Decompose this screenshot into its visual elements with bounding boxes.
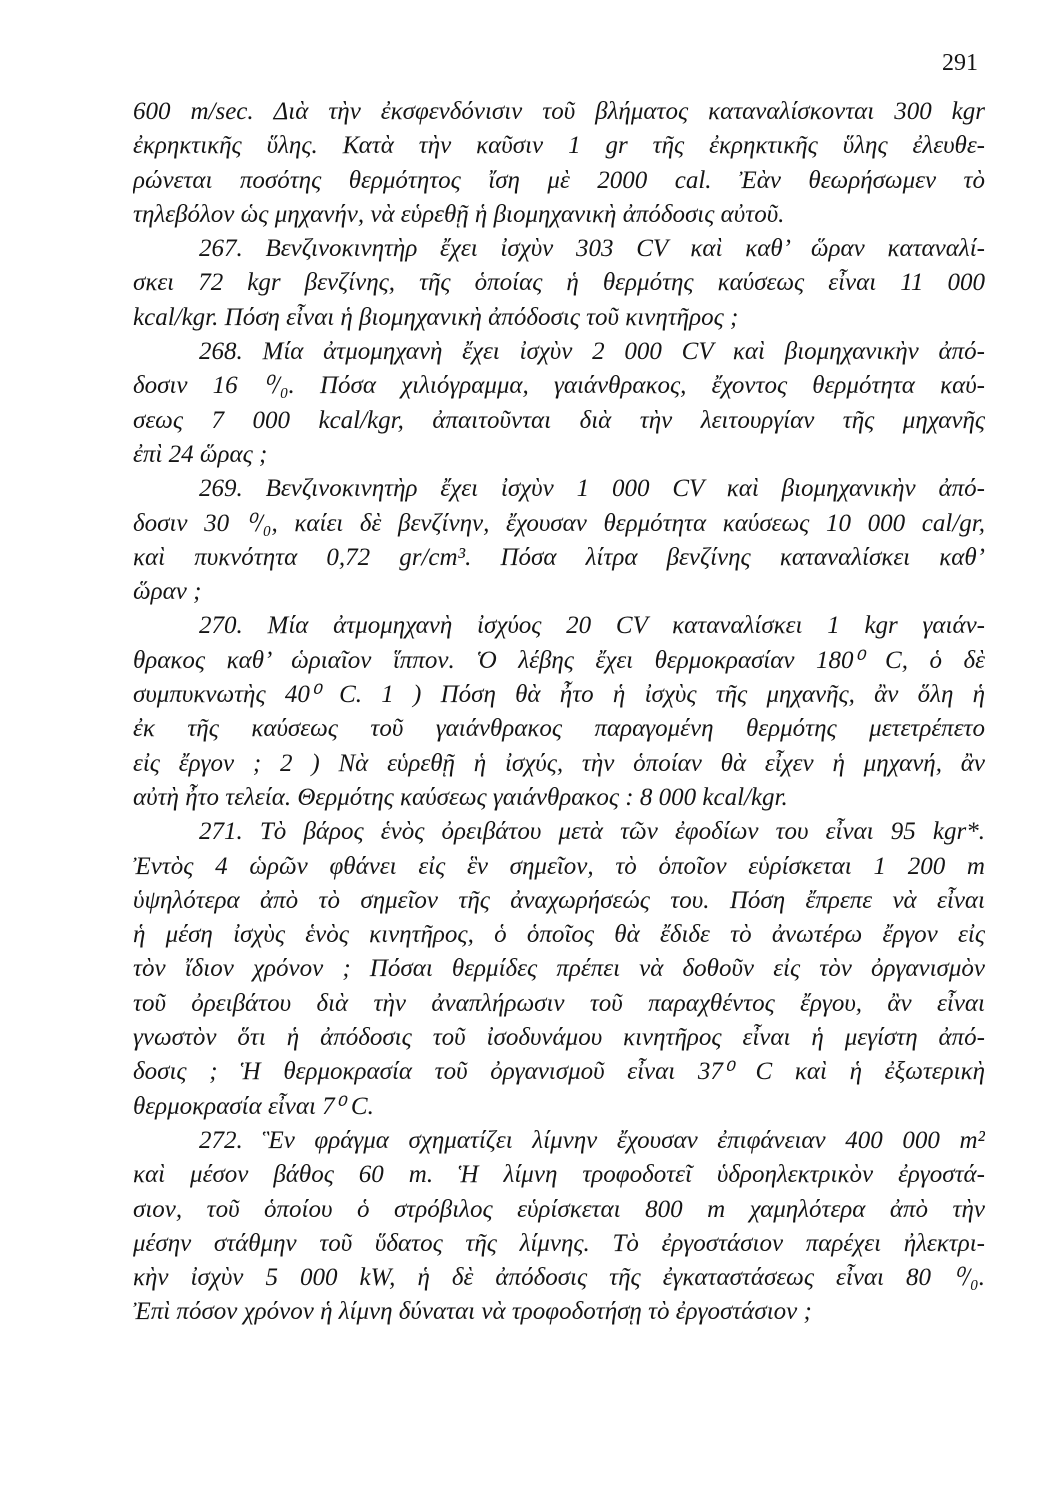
- text-line: εἰς ἔργον ; 2 ) Νὰ εὑρεθῇ ἡ ἰσχύς, τὴν ὁποίαν θὰ εἶχεν ἡ μηχανή, ἂν: [133, 749, 985, 777]
- text-line: ὑψηλότερα ἀπὸ τὸ σημεῖον τῆς ἀναχωρήσεώς του. Πόση ἔπρεπε νὰ εἶναι: [133, 886, 985, 914]
- text-line: δοσιν 16 ⁰/₀. Πόσα χιλιόγραμμα, γαιάνθρακος, ἔχοντος θερμότητα καύ-: [133, 372, 985, 400]
- text-line: καὶ μέσον βάθος 60 m. Ἡ λίμνη τροφοδοτεῖ ὑδροηλεκτρικὸν ἐργοστά-: [133, 1161, 985, 1189]
- text-line: Ἐντὸς 4 ὡρῶν φθάνει εἰς ἓν σημεῖον, τὸ ὁποῖον εὑρίσκεται 1 200 m: [133, 852, 985, 880]
- paragraph-p267: [133, 232, 985, 335]
- text-line: γνωστὸν ὅτι ἡ ἀπόδοσις τοῦ ἰσοδυνάμου κινητῆρος εἶναι ἡ μεγίστη ἀπό-: [133, 1024, 985, 1052]
- text-line: kcal/kgr. Πόση εἶναι ἡ βιομηχανικὴ ἀπόδοσις τοῦ κινητῆρος ;: [133, 303, 739, 331]
- text-line: 269. Βενζινοκινητὴρ ἔχει ἰσχὺν 1 000 CV καὶ βιομηχανικὴν ἀπό-: [199, 475, 985, 503]
- paragraph-p270: [133, 609, 985, 815]
- text-line: ἐκ τῆς καύσεως τοῦ γαιάνθρακος παραγομένη θερμότης μετετρέπετο: [133, 715, 985, 743]
- text-line: 272. Ἓν φράγμα σχηματίζει λίμνην ἔχουσαν ἐπιφάνειαν 400 000 m²: [199, 1126, 985, 1154]
- text-line: αὐτὴ ἦτο τελεία. Θερμότης καύσεως γαιάνθρακος : 8 000 kcal/kgr.: [133, 783, 788, 811]
- paragraph-p272: [133, 1124, 985, 1330]
- text-line: σκει 72 kgr βενζίνης, τῆς ὁποίας ἡ θερμότης καύσεως εἶναι 11 000: [133, 269, 985, 297]
- text-line: σεως 7 000 kcal/kgr, ἀπαιτοῦνται διὰ τὴν λειτουργίαν τῆς μηχανῆς: [133, 406, 985, 434]
- text-line: 600 m/sec. Διὰ τὴν ἐκσφενδόνισιν τοῦ βλήματος καταναλίσκονται 300 kgr: [133, 98, 985, 125]
- paragraph-p269: [133, 472, 985, 609]
- paragraph-intro: [133, 95, 985, 232]
- text-line: τηλεβόλον ὡς μηχανήν, νὰ εὑρεθῇ ἡ βιομηχανικὴ ἀπόδοσις αὐτοῦ.: [133, 200, 785, 228]
- text-line: 271. Τὸ βάρος ἑνὸς ὀρειβάτου μετὰ τῶν ἐφοδίων του εἶναι 95 kgr*.: [199, 818, 985, 846]
- text-line: 267. Βενζινοκινητὴρ ἔχει ἰσχὺν 303 CV καὶ καθ’ ὥραν καταναλί-: [199, 235, 985, 263]
- paragraph-p268: [133, 335, 985, 472]
- text-line: συμπυκνωτὴς 40⁰ C. 1 ) Πόση θὰ ἦτο ἡ ἰσχὺς τῆς μηχανῆς, ἂν ὅλη ἡ: [133, 681, 985, 709]
- text-line: 268. Μία ἀτμομηχανὴ ἔχει ἰσχὺν 2 000 CV καὶ βιομηχανικὴν ἀπό-: [199, 338, 985, 366]
- text-line: 270. Μία ἀτμομηχανὴ ἰσχύος 20 CV καταναλίσκει 1 kgr γαιάν-: [199, 612, 985, 640]
- text-line: ἐπὶ 24 ὥρας ;: [133, 440, 268, 468]
- text-line: ὥραν ;: [133, 578, 202, 606]
- text-line: σιον, τοῦ ὁποίου ὁ στρόβιλος εὑρίσκεται 800 m χαμηλότερα ἀπὸ τὴν: [133, 1195, 985, 1223]
- text-line: ρώνεται ποσότης θερμότητος ἴση μὲ 2000 cal. Ἐὰν θεωρήσωμεν τὸ: [133, 166, 985, 194]
- text-line: ἐκρηκτικῆς ὕλης. Κατὰ τὴν καῦσιν 1 gr τῆς ἐκρηκτικῆς ὕλης ἐλευθε-: [133, 132, 985, 160]
- page-number: 291: [942, 50, 978, 76]
- text-line: τοῦ ὀρειβάτου διὰ τὴν ἀναπλήρωσιν τοῦ παραχθέντος ἔργου, ἂν εἶναι: [133, 989, 985, 1017]
- text-line: θερμοκρασία εἶναι 7⁰ C.: [133, 1092, 374, 1120]
- paragraph-p271: [133, 815, 985, 1124]
- text-line: καὶ πυκνότητα 0,72 gr/cm³. Πόσα λίτρα βενζίνης καταναλίσκει καθ’: [133, 543, 985, 571]
- text-line: κὴν ἰσχὺν 5 000 kW, ἡ δὲ ἀπόδοσις τῆς ἐγκαταστάσεως εἶναι 80 ⁰/₀.: [133, 1264, 985, 1292]
- text-line: δοσιν 30 ⁰/₀, καίει δὲ βενζίνην, ἔχουσαν θερμότητα καύσεως 10 000 cal/gr,: [133, 509, 985, 537]
- text-line: θρακος καθ’ ὡριαῖον ἵππον. Ὁ λέβης ἔχει θερμοκρασίαν 180⁰ C, ὁ δὲ: [133, 646, 985, 674]
- text-line: Ἐπὶ πόσον χρόνον ἡ λίμνη δύναται νὰ τροφοδοτήσῃ τὸ ἐργοστάσιον ;: [133, 1298, 812, 1326]
- text-line: μέσην στάθμην τοῦ ὕδατος τῆς λίμνης. Τὸ ἐργοστάσιον παρέχει ἠλεκτρι-: [133, 1229, 985, 1257]
- text-line: δοσις ; Ἡ θερμοκρασία τοῦ ὀργανισμοῦ εἶναι 37⁰ C καὶ ἡ ἐξωτερικὴ: [133, 1058, 985, 1086]
- body-text: [133, 95, 985, 1330]
- text-line: τὸν ἴδιον χρόνον ; Πόσαι θερμίδες πρέπει νὰ δοθοῦν εἰς τὸν ὀργανισμὸν: [133, 955, 985, 983]
- text-line: ἡ μέση ἰσχὺς ἑνὸς κινητῆρος, ὁ ὁποῖος θὰ ἔδιδε τὸ ἀνωτέρω ἔργον εἰς: [133, 921, 985, 949]
